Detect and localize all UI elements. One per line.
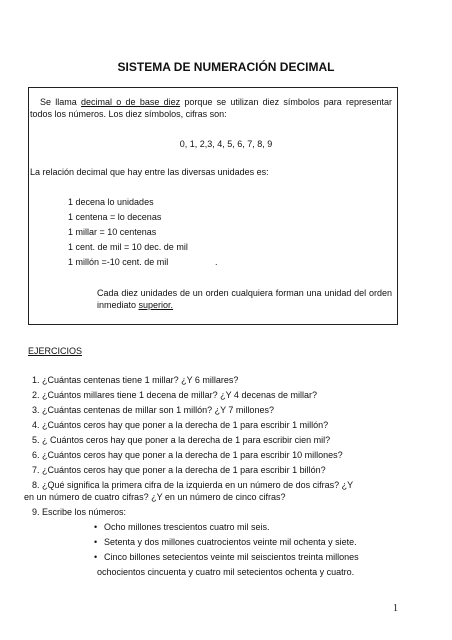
page-title: SISTEMA DE NUMERACIÓN DECIMAL — [117, 60, 335, 74]
intro-text-post: porque se utilizan diez símbolos para representar todos los números. Los diez símbolos, cifras son: — [30, 97, 392, 119]
number-item-text: Cinco billones setecientos veinte mil seiscientos treinta millones — [104, 552, 359, 562]
page-number: 1 — [393, 603, 398, 614]
bullet-icon: • — [94, 537, 98, 547]
intro-text-pre: Se llama — [40, 97, 82, 107]
equivalence-5: 1 millón =-10 cent. de mil — [68, 257, 169, 267]
stray-dot: . — [215, 257, 218, 267]
exercise-1: 1. ¿Cuántas centenas tiene 1 millar? ¿Y 6 millares? — [32, 375, 239, 385]
exercise-6: 6. ¿Cuántos ceros hay que poner a la derecha de 1 para escribir 10 millones? — [32, 450, 343, 460]
exercise-2: 2. ¿Cuántos millares tiene 1 decena de millar? ¿Y 4 decenas de millar? — [32, 390, 317, 400]
exercise-3: 3. ¿Cuántas centenas de millar son 1 millón? ¿Y 7 millones? — [32, 405, 274, 415]
exercise-9: 9. Escribe los números: — [32, 507, 127, 517]
exercise-7: 7. ¿Cuántos ceros hay que poner a la derecha de 1 para escribir 1 billón? — [32, 465, 326, 475]
exercise-5: 5. ¿ Cuántos ceros hay que poner a la derecha de 1 para escribir cien mil? — [32, 435, 331, 445]
bullet-icon: • — [94, 552, 98, 562]
bullet-icon: • — [94, 522, 98, 532]
relation-heading: La relación decimal que hay entre las diversas unidades es: — [30, 167, 269, 177]
intro-paragraph — [30, 96, 392, 120]
intro-term: decimal o de base diez — [81, 97, 181, 107]
rule-paragraph — [97, 287, 392, 311]
number-item-text: Setenta y dos millones cuatrocientos veinte mil ochenta y siete. — [104, 537, 357, 547]
number-item-2 — [94, 537, 357, 547]
rule-term: superior. — [138, 300, 174, 310]
digits-list: 0, 1, 2,3, 4, 5, 6, 7, 8, 9 — [179, 139, 273, 149]
rule-text: Cada diez unidades de un orden cualquiera forman una unidad del orden inmediato — [97, 288, 392, 310]
equivalence-4: 1 cent. de mil = 10 dec. de mil — [68, 242, 188, 252]
exercises-heading: EJERCICIOS — [28, 346, 83, 356]
equivalence-1: 1 decena lo unidades — [68, 197, 154, 207]
number-item-3 — [94, 552, 359, 562]
number-item-text: Ocho millones trescientos cuatro mil seis. — [104, 522, 270, 532]
exercise-8-line-1: 8. ¿Qué significa la primera cifra de la izquierda en un número de dos cifras? ¿Y — [32, 480, 354, 490]
number-item-3-continuation: ochocientos cincuenta y cuatro mil setecientos ochenta y cuatro. — [97, 567, 355, 577]
number-item-1 — [94, 522, 270, 532]
equivalence-2: 1 centena = lo decenas — [68, 212, 162, 222]
exercise-8-line-2: en un número de cuatro cifras? ¿Y en un número de cinco cifras? — [24, 492, 286, 502]
exercise-4: 4. ¿Cuántos ceros hay que poner a la derecha de 1 para escribir 1 millón? — [32, 420, 329, 430]
equivalence-3: 1 millar = 10 centenas — [68, 227, 157, 237]
